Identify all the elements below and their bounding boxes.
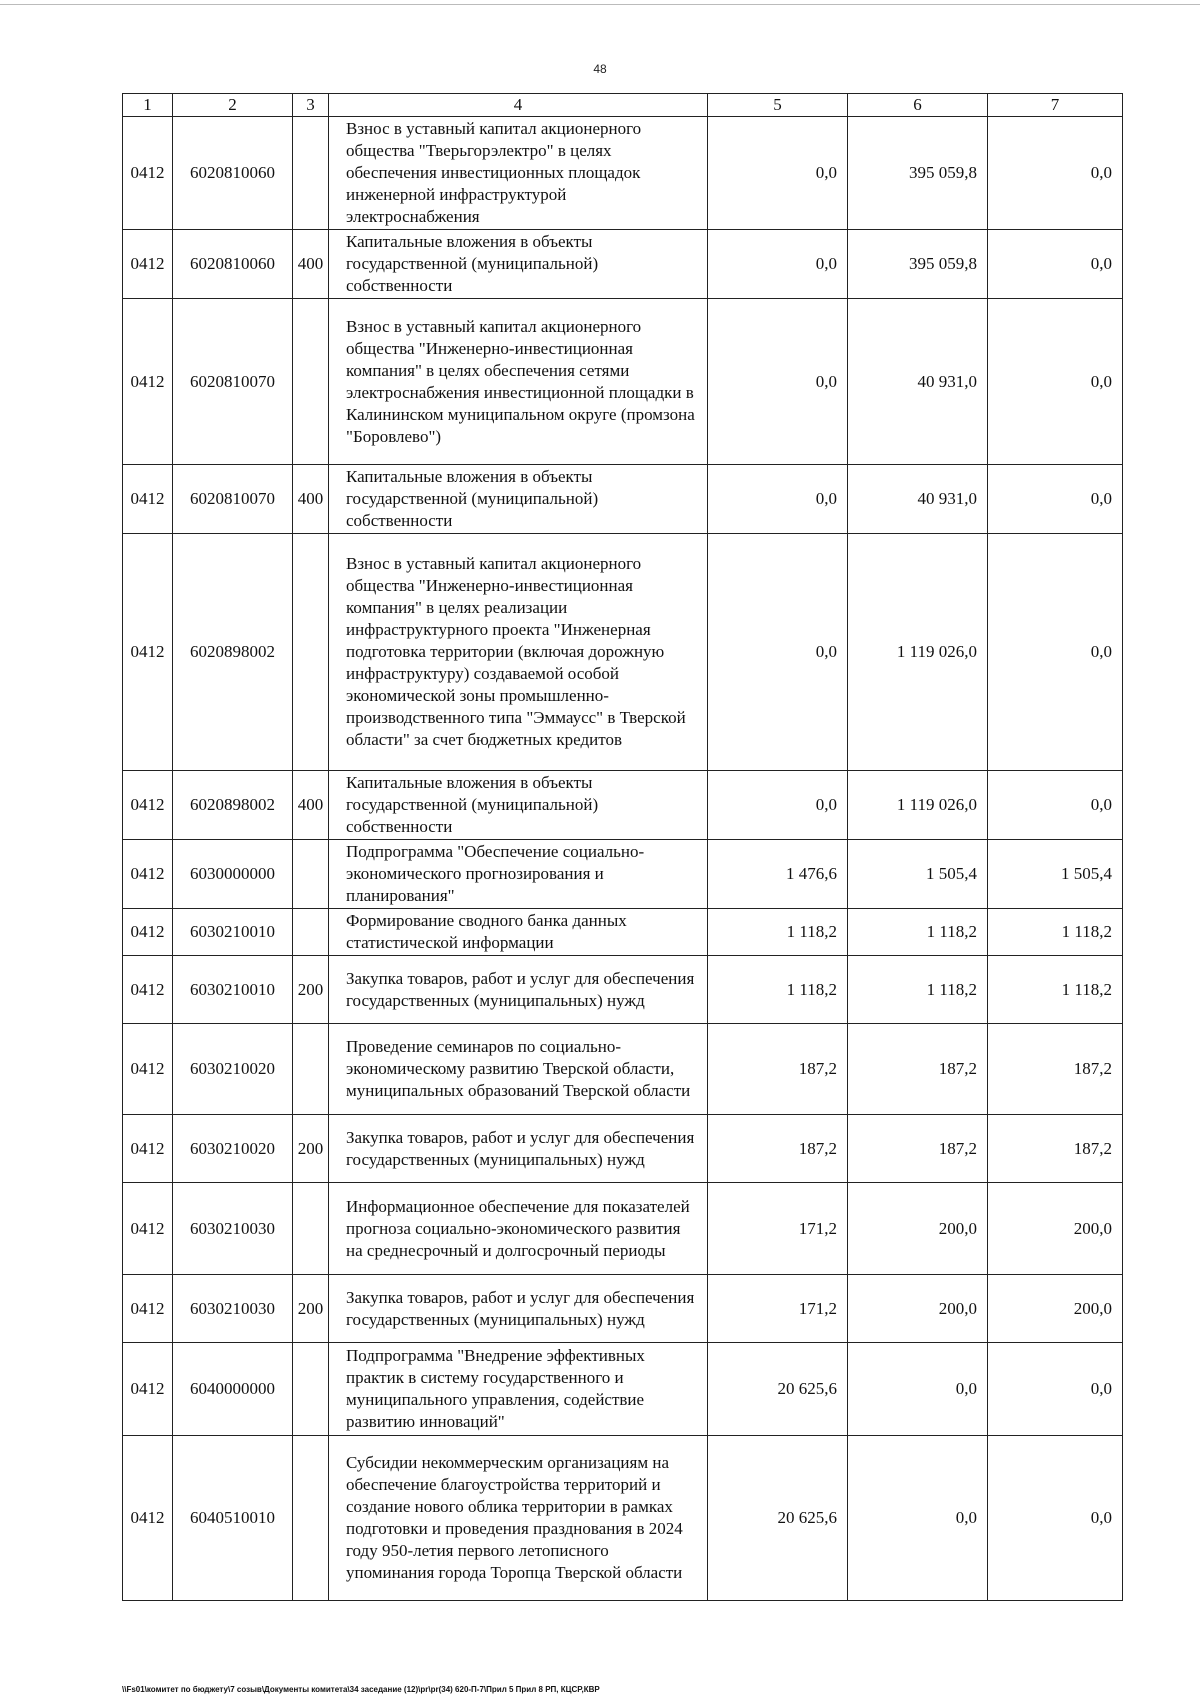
item-name: Взнос в уставный капитал акционерного общества "Инженерно-инвестиционная компания" в целях обеспечения сетями электроснабжения инвестиционной площадки в Калининском муниципальном округе (промзона "Боровлево") (329, 299, 708, 465)
amount-col-7: 0,0 (988, 534, 1123, 771)
header-row (123, 94, 1123, 117)
table-row (123, 299, 1123, 465)
amount-col-5: 0,0 (708, 117, 848, 230)
amount-col-6: 40 931,0 (848, 299, 988, 465)
amount-col-7: 1 118,2 (988, 956, 1123, 1024)
target-article-code: 6030000000 (173, 840, 293, 909)
section-code: 0412 (123, 909, 173, 956)
amount-col-5: 171,2 (708, 1183, 848, 1275)
header-col-7: 7 (988, 94, 1123, 117)
item-name: Закупка товаров, работ и услуг для обеспечения государственных (муниципальных) нужд (329, 956, 708, 1024)
amount-col-7: 187,2 (988, 1115, 1123, 1183)
header-col-1: 1 (123, 94, 173, 117)
header-col-2: 2 (173, 94, 293, 117)
target-article-code: 6030210020 (173, 1115, 293, 1183)
amount-col-6: 395 059,8 (848, 117, 988, 230)
section-code: 0412 (123, 1343, 173, 1436)
amount-col-6: 187,2 (848, 1115, 988, 1183)
table-row (123, 909, 1123, 956)
expense-type-code: 200 (293, 1115, 329, 1183)
target-article-code: 6020810060 (173, 230, 293, 299)
section-code: 0412 (123, 1115, 173, 1183)
expense-type-code (293, 840, 329, 909)
section-code: 0412 (123, 299, 173, 465)
expense-type-code (293, 1024, 329, 1115)
amount-col-5: 1 118,2 (708, 956, 848, 1024)
expense-type-code: 400 (293, 465, 329, 534)
amount-col-7: 0,0 (988, 1343, 1123, 1436)
item-name: Информационное обеспечение для показателей прогноза социально-экономического развития на среднесрочный и долгосрочный периоды (329, 1183, 708, 1275)
amount-col-7: 200,0 (988, 1275, 1123, 1343)
target-article-code: 6030210030 (173, 1183, 293, 1275)
table-row (123, 534, 1123, 771)
target-article-code: 6030210020 (173, 1024, 293, 1115)
target-article-code: 6020898002 (173, 771, 293, 840)
header-col-4: 4 (329, 94, 708, 117)
target-article-code: 6040000000 (173, 1343, 293, 1436)
expense-type-code: 200 (293, 956, 329, 1024)
item-name: Капитальные вложения в объекты государственной (муниципальной) собственности (329, 465, 708, 534)
table-row (123, 771, 1123, 840)
section-code: 0412 (123, 840, 173, 909)
amount-col-5: 0,0 (708, 299, 848, 465)
table-row (123, 1436, 1123, 1601)
item-name: Взнос в уставный капитал акционерного общества "Инженерно-инвестиционная компания" в целях реализации инфраструктурного проекта "Инженерная подготовка территории (включая дорожную инфраструктуру) создаваемой особой экономической зоны промышленно-производственного типа "Эммаусс" в Тверской области" за счет бюджетных кредитов (329, 534, 708, 771)
table-row (123, 956, 1123, 1024)
section-code: 0412 (123, 465, 173, 534)
table-row (123, 230, 1123, 299)
amount-col-7: 0,0 (988, 465, 1123, 534)
amount-col-7: 0,0 (988, 771, 1123, 840)
table-row (123, 117, 1123, 230)
section-code: 0412 (123, 117, 173, 230)
amount-col-5: 20 625,6 (708, 1436, 848, 1601)
target-article-code: 6020810060 (173, 117, 293, 230)
amount-col-5: 1 476,6 (708, 840, 848, 909)
expense-type-code: 400 (293, 230, 329, 299)
section-code: 0412 (123, 1275, 173, 1343)
amount-col-6: 1 118,2 (848, 909, 988, 956)
amount-col-5: 0,0 (708, 771, 848, 840)
section-code: 0412 (123, 534, 173, 771)
expense-type-code (293, 299, 329, 465)
table-row (123, 1183, 1123, 1275)
section-code: 0412 (123, 956, 173, 1024)
expense-type-code (293, 117, 329, 230)
amount-col-6: 1 119 026,0 (848, 771, 988, 840)
expense-type-code (293, 1436, 329, 1601)
amount-col-6: 200,0 (848, 1183, 988, 1275)
amount-col-5: 171,2 (708, 1275, 848, 1343)
item-name: Капитальные вложения в объекты государственной (муниципальной) собственности (329, 230, 708, 299)
section-code: 0412 (123, 1436, 173, 1601)
item-name: Закупка товаров, работ и услуг для обеспечения государственных (муниципальных) нужд (329, 1275, 708, 1343)
item-name: Взнос в уставный капитал акционерного общества "Тверьгорэлектро" в целях обеспечения инвестиционных площадок инженерной инфраструктурой электроснабжения (329, 117, 708, 230)
amount-col-6: 40 931,0 (848, 465, 988, 534)
table-body (123, 117, 1123, 1601)
table-row (123, 1115, 1123, 1183)
amount-col-5: 0,0 (708, 230, 848, 299)
amount-col-7: 0,0 (988, 117, 1123, 230)
expense-type-code (293, 1343, 329, 1436)
amount-col-5: 0,0 (708, 534, 848, 771)
amount-col-6: 1 118,2 (848, 956, 988, 1024)
amount-col-5: 20 625,6 (708, 1343, 848, 1436)
amount-col-6: 1 119 026,0 (848, 534, 988, 771)
expense-type-code (293, 909, 329, 956)
amount-col-7: 187,2 (988, 1024, 1123, 1115)
header-col-6: 6 (848, 94, 988, 117)
amount-col-7: 0,0 (988, 299, 1123, 465)
section-code: 0412 (123, 1024, 173, 1115)
target-article-code: 6020898002 (173, 534, 293, 771)
amount-col-6: 1 505,4 (848, 840, 988, 909)
header-col-5: 5 (708, 94, 848, 117)
section-code: 0412 (123, 230, 173, 299)
table-header (123, 94, 1123, 117)
target-article-code: 6020810070 (173, 299, 293, 465)
amount-col-5: 187,2 (708, 1115, 848, 1183)
amount-col-5: 0,0 (708, 465, 848, 534)
target-article-code: 6030210010 (173, 956, 293, 1024)
expense-type-code (293, 1183, 329, 1275)
expense-type-code: 400 (293, 771, 329, 840)
item-name: Формирование сводного банка данных статистической информации (329, 909, 708, 956)
table-row (123, 1024, 1123, 1115)
item-name: Подпрограмма "Внедрение эффективных практик в систему государственного и муниципального управления, содействие развитию инноваций" (329, 1343, 708, 1436)
amount-col-6: 187,2 (848, 1024, 988, 1115)
table-row (123, 1343, 1123, 1436)
table-row (123, 840, 1123, 909)
expense-type-code (293, 534, 329, 771)
amount-col-6: 395 059,8 (848, 230, 988, 299)
page-number: 48 (593, 62, 607, 76)
amount-col-7: 0,0 (988, 1436, 1123, 1601)
amount-col-6: 200,0 (848, 1275, 988, 1343)
item-name: Капитальные вложения в объекты государственной (муниципальной) собственности (329, 771, 708, 840)
amount-col-7: 0,0 (988, 230, 1123, 299)
amount-col-6: 0,0 (848, 1436, 988, 1601)
amount-col-7: 1 505,4 (988, 840, 1123, 909)
amount-col-5: 187,2 (708, 1024, 848, 1115)
item-name: Проведение семинаров по социально-экономическому развитию Тверской области, муниципальных образований Тверской области (329, 1024, 708, 1115)
target-article-code: 6030210010 (173, 909, 293, 956)
item-name: Закупка товаров, работ и услуг для обеспечения государственных (муниципальных) нужд (329, 1115, 708, 1183)
table-row (123, 465, 1123, 534)
expense-type-code: 200 (293, 1275, 329, 1343)
amount-col-5: 1 118,2 (708, 909, 848, 956)
amount-col-7: 1 118,2 (988, 909, 1123, 956)
section-code: 0412 (123, 771, 173, 840)
target-article-code: 6040510010 (173, 1436, 293, 1601)
header-col-3: 3 (293, 94, 329, 117)
footer-file-path: \\Fs01\комитет по бюджету\7 созыв\Документы комитета\34 заседание (12)\pr\pr(34) 620-П-7\Прил 5 Прил 8 РП, КЦСР,КВР (122, 1685, 600, 1694)
amount-col-7: 200,0 (988, 1183, 1123, 1275)
budget-table (122, 93, 1123, 1601)
target-article-code: 6020810070 (173, 465, 293, 534)
amount-col-6: 0,0 (848, 1343, 988, 1436)
item-name: Субсидии некоммерческим организациям на обеспечение благоустройства территорий и создание нового облика территории в рамках подготовки и проведения празднования в 2024 году 950-летия первого летописного упоминания города Торопца Тверской области (329, 1436, 708, 1601)
target-article-code: 6030210030 (173, 1275, 293, 1343)
section-code: 0412 (123, 1183, 173, 1275)
table-row (123, 1275, 1123, 1343)
scan-edge-line (0, 4, 1200, 5)
item-name: Подпрограмма "Обеспечение социально-экономического прогнозирования и планирования" (329, 840, 708, 909)
